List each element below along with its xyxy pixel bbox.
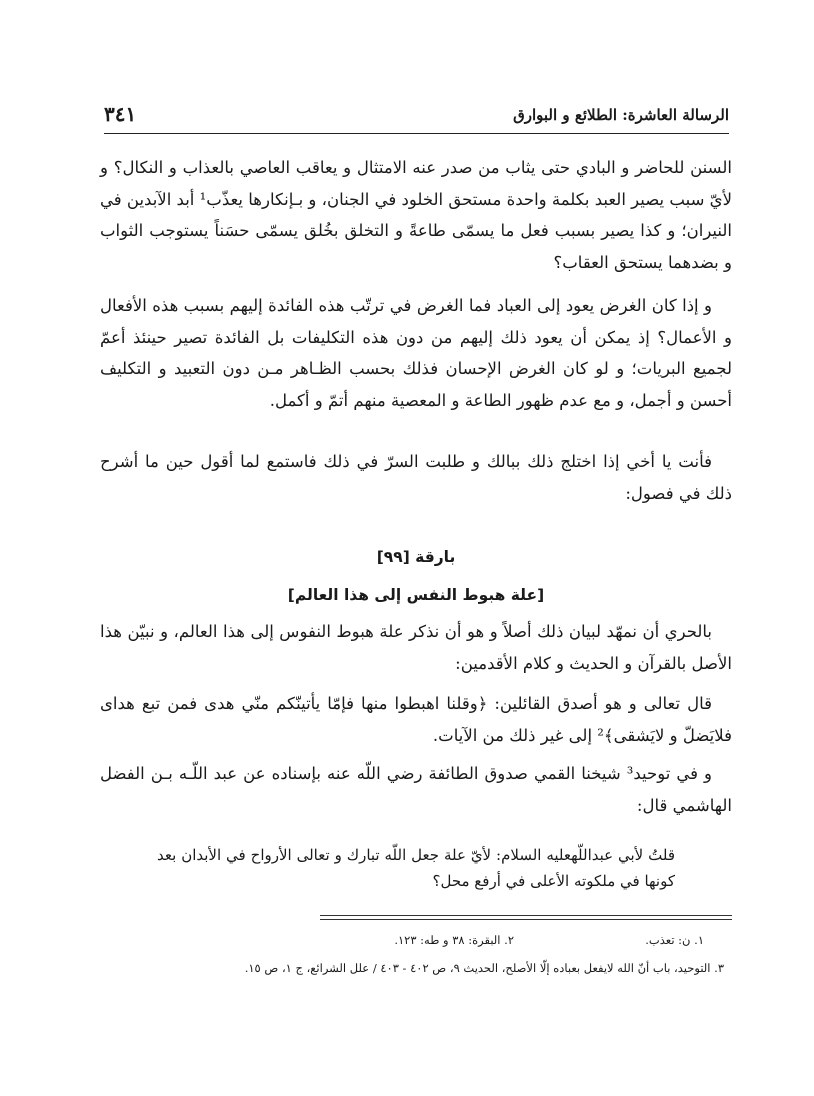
running-header — [104, 100, 729, 132]
footnote-3: ٣. التوحيد، باب أنّ الله لايفعل بعباده إلّا الأصلح، الحديث ٩، ص ٤٠٢ - ٤٠٣ / علل الشرائع، ج ١، ص ١٥. — [244, 961, 724, 975]
paragraph-2: و إذا كان الغرض يعود إلى العباد فما الغرض في ترتّب هذه الفائدة إليهم بسبب هذه الأفعال و الأعمال؟ إذ يمكن أن يعود ذلك إليهم من دون هذه التكليفات بل الفائدة تصير حينئذ أعمّ لجميع البريات؛ و لو كان الغرض الإحسان فذلك بحسب الظـاهر مـن دون التعبيد و التكليف أحسن و أجمل، و مع عدم ظهور الطاعة و المعصية منهم أتمّ و أكمل. — [100, 296, 732, 410]
paragraph-1: السنن للحاضر و البادي حتى يثاب من صدر عنه الامتثال و يعاقب العاصي بالعذاب و النكال؟ و لأيّ سبب يصير العبد بكلمة واحدة مستحق الخلود في الجنان، و بـإنكارها يعذّب¹ أبد الآبدين في النيران؛ و كذا يصير بسبب فعل ما يسمّى طاعةً و التخلق بخُلق يسمّى حسَناً يستوجب الثواب و بضدهما يستحق العقاب؟ — [100, 158, 732, 272]
section-title: [علة هبوط النفس إلى هذا العالم] — [287, 586, 545, 604]
footnote-rule — [320, 915, 732, 916]
hadith-quote: قلتُ لأبي عبداللّهعليه السلام: لأيّ علة جعل اللّه تبارك و تعالى الأرواح في الأبدان بعد كونها في ملكوته الأعلى في أرفع محل؟ — [157, 846, 675, 890]
running-title: الرسالة العاشرة: الطلائع و البوارق — [513, 106, 729, 124]
header-rule — [104, 133, 729, 134]
footnote-1: ١. ن: تعذب. — [645, 933, 704, 947]
paragraph-5: قال تعالى و هو أصدق القائلين: ﴿وقلنا اهبطوا منها فإمّا يأتينّكم منّي هدى فمن تبع هداى فلايَضلّ و لايَشقى﴾² إلى غير ذلك من الآيات. — [100, 694, 732, 745]
footnote-rule-secondary — [320, 919, 732, 920]
paragraph-3: فأنت يا أخي إذا اختلج ذلك ببالك و طلبت السرّ في ذلك فاستمع لما أقول حين ما أشرح ذلك في فصول: — [100, 452, 732, 503]
page-number: ٣٤١ — [104, 102, 137, 126]
section-number: بارقة [٩٩] — [376, 548, 456, 566]
paragraph-4: بالحري أن نمهّد لبيان ذلك أصلاً و هو أن نذكر علة هبوط النفوس إلى هذا العالم، و نبيّن هذا الأصل بالقرآن و الحديث و كلام الأقدمين: — [100, 622, 732, 673]
paragraph-6: و في توحيد³ شيخنا القمي صدوق الطائفة رضي اللّه عنه بإسناده عن عبد اللّـه بـن الفضل الهاشمي قال: — [100, 764, 732, 815]
footnote-2: ٢. البقرة: ٣٨ و طه: ١٢٣. — [394, 933, 514, 947]
